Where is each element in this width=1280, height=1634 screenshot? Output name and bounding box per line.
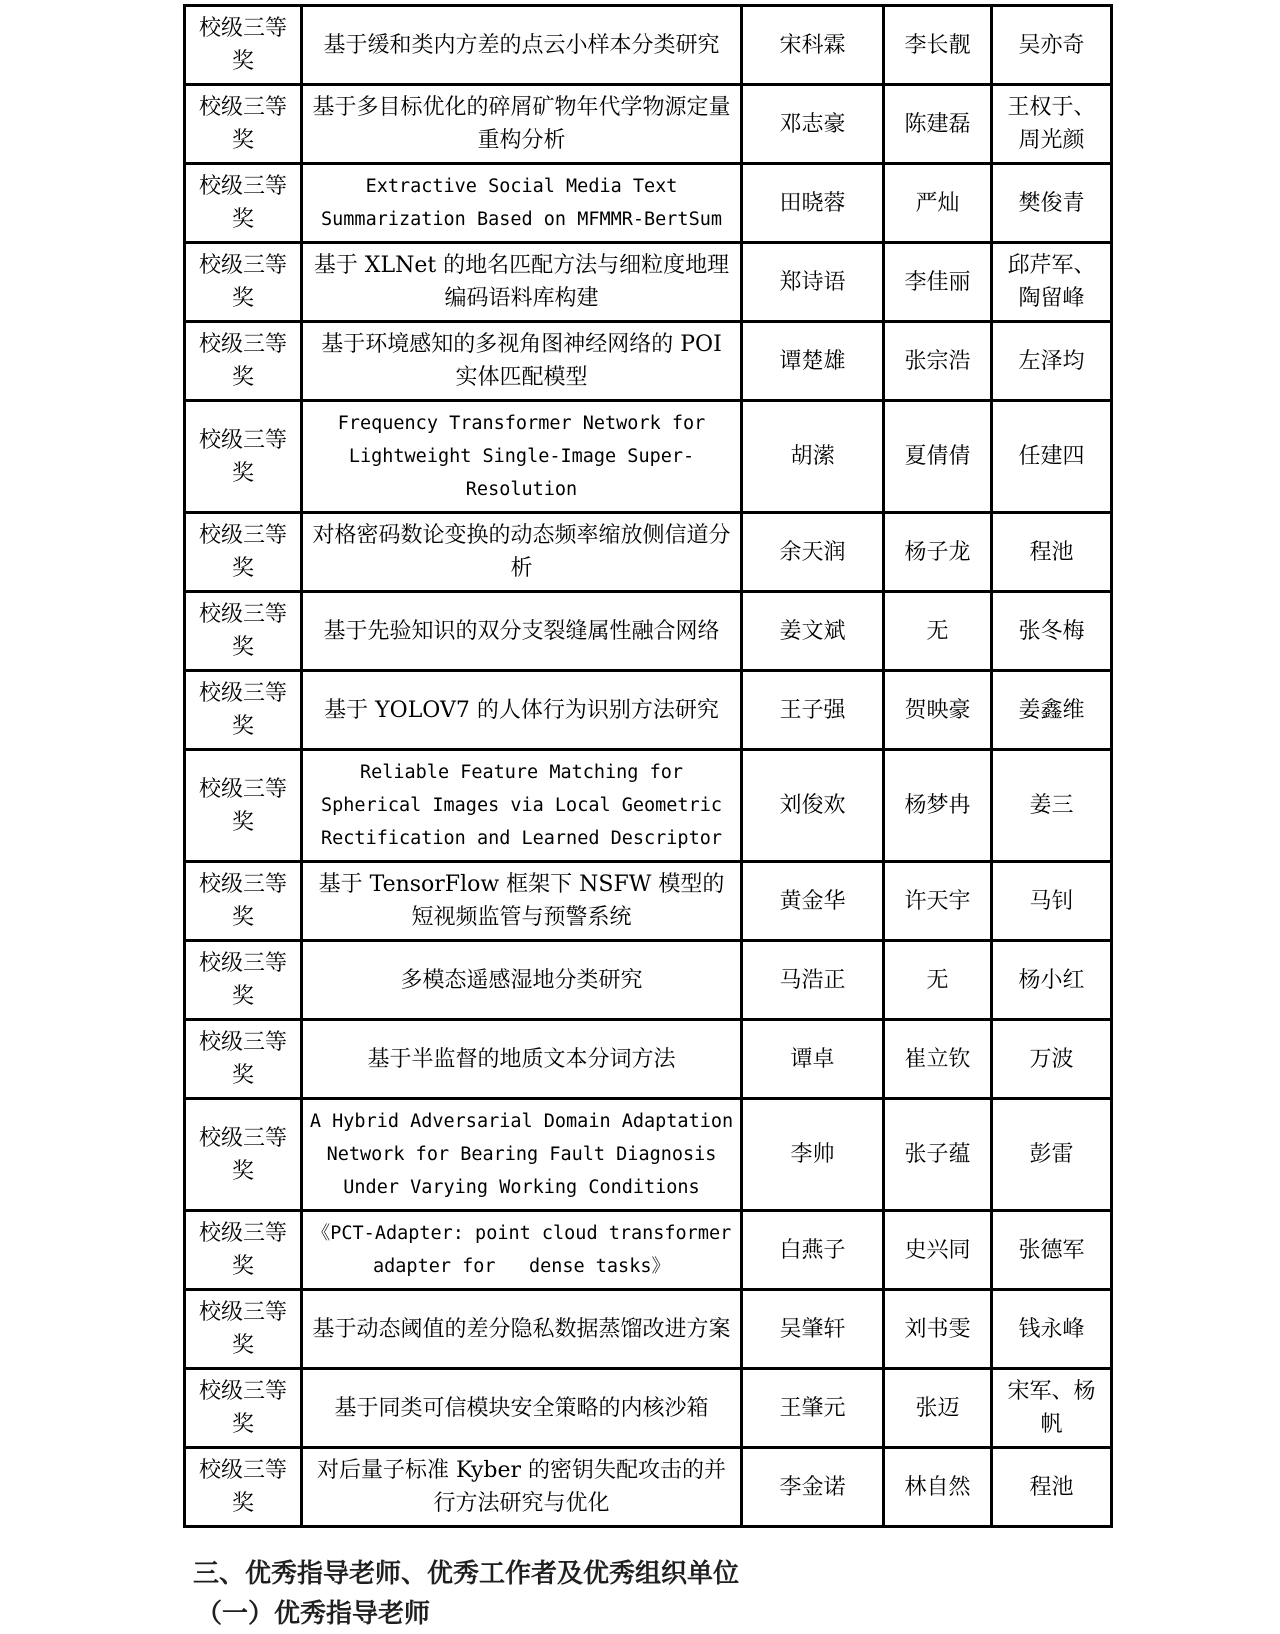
project-title-cell: Reliable Feature Matching for Spherical Images via Local Geometric Rectification and Learned Descriptor bbox=[302, 750, 742, 862]
advisor-cell: 左泽均 bbox=[992, 322, 1112, 401]
advisor-cell: 樊俊青 bbox=[992, 164, 1112, 243]
project-title-cell: 基于先验知识的双分支裂缝属性融合网络 bbox=[302, 592, 742, 671]
table-row bbox=[185, 1211, 1112, 1290]
project-title-cell: 基于 YOLOV7 的人体行为识别方法研究 bbox=[302, 671, 742, 750]
award-level-cell: 校级三等奖 bbox=[185, 6, 302, 85]
award-level-cell: 校级三等奖 bbox=[185, 401, 302, 513]
advisor-cell: 程池 bbox=[992, 1448, 1112, 1527]
member-2-cell: 无 bbox=[884, 592, 992, 671]
advisor-cell: 钱永峰 bbox=[992, 1290, 1112, 1369]
member-1-cell: 田晓蓉 bbox=[742, 164, 884, 243]
award-level-cell: 校级三等奖 bbox=[185, 1211, 302, 1290]
project-title-cell: 基于 TensorFlow 框架下 NSFW 模型的短视频监管与预警系统 bbox=[302, 862, 742, 941]
award-level-cell: 校级三等奖 bbox=[185, 85, 302, 164]
award-level-cell: 校级三等奖 bbox=[185, 322, 302, 401]
project-title-cell: 对格密码数论变换的动态频率缩放侧信道分析 bbox=[302, 513, 742, 592]
member-2-cell: 杨子龙 bbox=[884, 513, 992, 592]
award-level-cell: 校级三等奖 bbox=[185, 1448, 302, 1527]
project-title-cell: Frequency Transformer Network for Lightweight Single-Image Super-Resolution bbox=[302, 401, 742, 513]
table-row bbox=[185, 322, 1112, 401]
table-row bbox=[185, 750, 1112, 862]
member-2-cell: 崔立钦 bbox=[884, 1020, 992, 1099]
member-2-cell: 许天宇 bbox=[884, 862, 992, 941]
award-level-cell: 校级三等奖 bbox=[185, 671, 302, 750]
table-row bbox=[185, 1020, 1112, 1099]
member-2-cell: 严灿 bbox=[884, 164, 992, 243]
member-1-cell: 黄金华 bbox=[742, 862, 884, 941]
table-row bbox=[185, 164, 1112, 243]
advisor-cell: 杨小红 bbox=[992, 941, 1112, 1020]
member-1-cell: 邓志豪 bbox=[742, 85, 884, 164]
section-heading: 三、优秀指导老师、优秀工作者及优秀组织单位 bbox=[193, 1559, 740, 1589]
award-level-cell: 校级三等奖 bbox=[185, 164, 302, 243]
table-row bbox=[185, 6, 1112, 85]
advisor-cell: 张德军 bbox=[992, 1211, 1112, 1290]
document-page bbox=[183, 4, 1143, 1634]
member-1-cell: 谭卓 bbox=[742, 1020, 884, 1099]
member-1-cell: 王肇元 bbox=[742, 1369, 884, 1448]
award-level-cell: 校级三等奖 bbox=[185, 1020, 302, 1099]
advisor-cell: 张冬梅 bbox=[992, 592, 1112, 671]
project-title-cell: 基于多目标优化的碎屑矿物年代学物源定量重构分析 bbox=[302, 85, 742, 164]
section-headings bbox=[193, 1554, 1143, 1634]
project-title-cell: 基于同类可信模块安全策略的内核沙箱 bbox=[302, 1369, 742, 1448]
member-1-cell: 吴肇轩 bbox=[742, 1290, 884, 1369]
member-2-cell: 无 bbox=[884, 941, 992, 1020]
table-row bbox=[185, 401, 1112, 513]
table-row bbox=[185, 1290, 1112, 1369]
award-level-cell: 校级三等奖 bbox=[185, 1290, 302, 1369]
advisor-cell: 宋军、杨帆 bbox=[992, 1369, 1112, 1448]
project-title-cell: 基于 XLNet 的地名匹配方法与细粒度地理编码语料库构建 bbox=[302, 243, 742, 322]
advisor-cell: 彭雷 bbox=[992, 1099, 1112, 1211]
award-level-cell: 校级三等奖 bbox=[185, 1099, 302, 1211]
member-2-cell: 张迈 bbox=[884, 1369, 992, 1448]
award-level-cell: 校级三等奖 bbox=[185, 1369, 302, 1448]
advisor-cell: 程池 bbox=[992, 513, 1112, 592]
table-row bbox=[185, 243, 1112, 322]
project-title-cell: 基于缓和类内方差的点云小样本分类研究 bbox=[302, 6, 742, 85]
advisor-cell: 万波 bbox=[992, 1020, 1112, 1099]
project-title-cell: Extractive Social Media Text Summarization Based on MFMMR-BertSum bbox=[302, 164, 742, 243]
award-level-cell: 校级三等奖 bbox=[185, 513, 302, 592]
member-1-cell: 李帅 bbox=[742, 1099, 884, 1211]
member-1-cell: 宋科霖 bbox=[742, 6, 884, 85]
member-2-cell: 张宗浩 bbox=[884, 322, 992, 401]
member-1-cell: 胡潆 bbox=[742, 401, 884, 513]
awards-table-body bbox=[185, 6, 1112, 1527]
award-level-cell: 校级三等奖 bbox=[185, 941, 302, 1020]
member-2-cell: 张子蕴 bbox=[884, 1099, 992, 1211]
member-1-cell: 郑诗语 bbox=[742, 243, 884, 322]
table-row bbox=[185, 85, 1112, 164]
member-1-cell: 王子强 bbox=[742, 671, 884, 750]
member-2-cell: 夏倩倩 bbox=[884, 401, 992, 513]
advisor-cell: 马钊 bbox=[992, 862, 1112, 941]
member-2-cell: 李佳丽 bbox=[884, 243, 992, 322]
award-level-cell: 校级三等奖 bbox=[185, 862, 302, 941]
table-row bbox=[185, 862, 1112, 941]
member-1-cell: 姜文斌 bbox=[742, 592, 884, 671]
member-2-cell: 李长靓 bbox=[884, 6, 992, 85]
table-row bbox=[185, 1369, 1112, 1448]
table-row bbox=[185, 592, 1112, 671]
subsection-heading: （一）优秀指导老师 bbox=[196, 1599, 431, 1629]
advisor-cell: 姜三 bbox=[992, 750, 1112, 862]
table-row bbox=[185, 1099, 1112, 1211]
advisor-cell: 邱芹军、陶留峰 bbox=[992, 243, 1112, 322]
advisor-cell: 姜鑫维 bbox=[992, 671, 1112, 750]
advisor-cell: 任建四 bbox=[992, 401, 1112, 513]
member-1-cell: 刘俊欢 bbox=[742, 750, 884, 862]
member-1-cell: 马浩正 bbox=[742, 941, 884, 1020]
project-title-cell: 《PCT-Adapter: point cloud transformer adapter for dense tasks》 bbox=[302, 1211, 742, 1290]
award-level-cell: 校级三等奖 bbox=[185, 592, 302, 671]
member-2-cell: 杨梦冉 bbox=[884, 750, 992, 862]
table-row bbox=[185, 671, 1112, 750]
table-row bbox=[185, 513, 1112, 592]
member-2-cell: 史兴同 bbox=[884, 1211, 992, 1290]
project-title-cell: 基于动态阈值的差分隐私数据蒸馏改进方案 bbox=[302, 1290, 742, 1369]
table-row bbox=[185, 1448, 1112, 1527]
advisor-cell: 吴亦奇 bbox=[992, 6, 1112, 85]
project-title-cell: 多模态遥感湿地分类研究 bbox=[302, 941, 742, 1020]
member-1-cell: 谭楚雄 bbox=[742, 322, 884, 401]
advisor-cell: 王权于、周光颜 bbox=[992, 85, 1112, 164]
project-title-cell: 基于半监督的地质文本分词方法 bbox=[302, 1020, 742, 1099]
project-title-cell: 对后量子标准 Kyber 的密钥失配攻击的并行方法研究与优化 bbox=[302, 1448, 742, 1527]
award-level-cell: 校级三等奖 bbox=[185, 243, 302, 322]
project-title-cell: 基于环境感知的多视角图神经网络的 POI 实体匹配模型 bbox=[302, 322, 742, 401]
member-1-cell: 白燕子 bbox=[742, 1211, 884, 1290]
table-row bbox=[185, 941, 1112, 1020]
member-2-cell: 贺映豪 bbox=[884, 671, 992, 750]
member-2-cell: 陈建磊 bbox=[884, 85, 992, 164]
award-level-cell: 校级三等奖 bbox=[185, 750, 302, 862]
project-title-cell: A Hybrid Adversarial Domain Adaptation Network for Bearing Fault Diagnosis Under Varying Working Conditions bbox=[302, 1099, 742, 1211]
member-2-cell: 刘书雯 bbox=[884, 1290, 992, 1369]
member-1-cell: 李金诺 bbox=[742, 1448, 884, 1527]
member-2-cell: 林自然 bbox=[884, 1448, 992, 1527]
member-1-cell: 余天润 bbox=[742, 513, 884, 592]
awards-table bbox=[183, 4, 1113, 1528]
